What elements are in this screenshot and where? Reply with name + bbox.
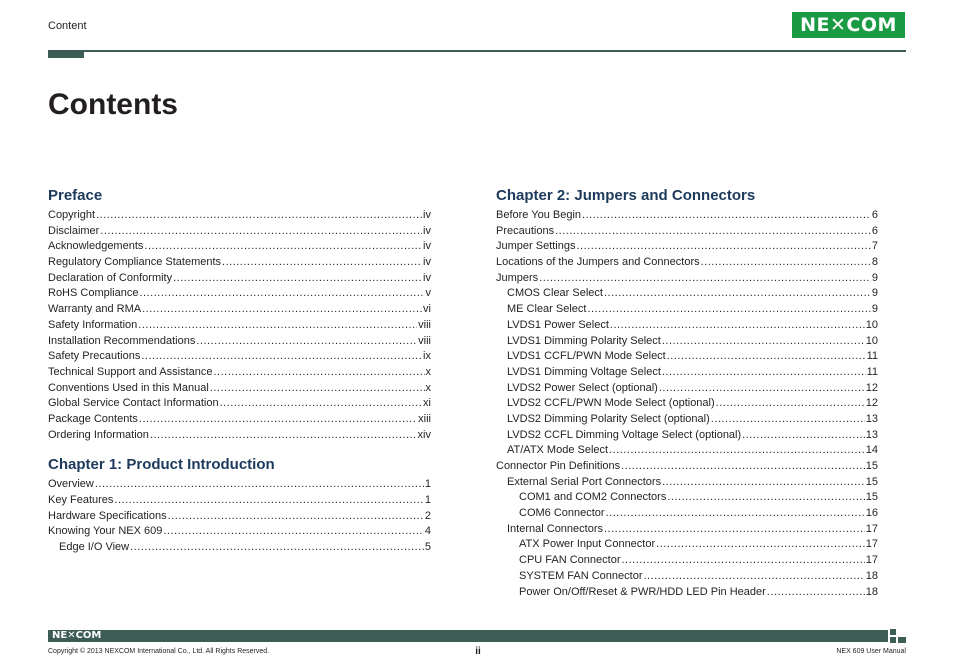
toc-entry-label: Jumpers	[496, 271, 539, 284]
toc-entry[interactable]	[496, 585, 878, 601]
toc-leader-dots	[587, 302, 870, 318]
toc-entry-page: xiv	[417, 428, 431, 441]
toc-entry-page: 12	[865, 397, 878, 410]
toc-entry[interactable]	[496, 239, 878, 255]
toc-leader-dots	[144, 239, 422, 255]
footer-page-number: ii	[475, 646, 481, 657]
toc-entry-label: Regulatory Compliance Statements	[48, 256, 222, 269]
toc-entry-label: Declaration of Conformity	[48, 271, 173, 284]
toc-entry-label: LVDS2 Dimming Polarity Select (optional)	[507, 412, 710, 425]
toc-entry[interactable]	[48, 224, 431, 240]
toc-entry-page: iv	[423, 240, 431, 253]
toc-leader-dots	[173, 271, 422, 287]
toc-entry-page: 15	[865, 491, 878, 504]
toc-entry-label: Overview	[48, 478, 94, 491]
toc-entry[interactable]	[496, 255, 878, 271]
toc-leader-dots	[667, 349, 866, 365]
toc-entry[interactable]	[496, 490, 878, 506]
toc-leader-dots	[114, 493, 423, 509]
footer-copyright: Copyright © 2013 NEXCOM International Co., Ltd. All Rights Reserved.	[48, 648, 270, 655]
toc-entry-page: ix	[423, 350, 431, 363]
toc-leader-dots	[138, 318, 417, 334]
toc-leader-dots	[701, 255, 871, 271]
toc-entry-page: 4	[424, 525, 431, 538]
toc-entry[interactable]	[496, 302, 878, 318]
toc-section-heading: Chapter 1: Product Introduction	[48, 456, 275, 474]
toc-entry[interactable]	[496, 365, 878, 381]
toc-entry[interactable]	[48, 286, 431, 302]
header-rule	[48, 50, 906, 52]
toc-entry-page: xiii	[418, 412, 431, 425]
toc-leader-dots	[220, 396, 422, 412]
toc-entry-page: x	[425, 381, 431, 394]
toc-entry[interactable]	[48, 524, 431, 540]
toc-entry[interactable]	[48, 365, 431, 381]
page-title: Contents	[48, 88, 178, 121]
toc-entry-page: 10	[865, 318, 878, 331]
toc-entry-page: 8	[871, 256, 878, 269]
toc-entry-label: LVDS2 CCFL/PWN Mode Select (optional)	[507, 397, 715, 410]
toc-entry-label: Conventions Used in this Manual	[48, 381, 209, 394]
toc-entry-label: ATX Power Input Connector	[519, 538, 656, 551]
toc-entry-page: 7	[871, 240, 878, 253]
toc-entry[interactable]	[496, 349, 878, 365]
toc-entry-page: 5	[424, 541, 431, 554]
toc-entry-page: x	[425, 365, 431, 378]
toc-entry-page: iv	[423, 209, 431, 221]
toc-leader-dots	[150, 428, 417, 444]
toc-entry[interactable]	[48, 381, 431, 397]
footer-corner-mark	[890, 629, 896, 635]
toc-leader-dots	[711, 412, 865, 428]
footer-manual-name: NEX 609 User Manual	[836, 648, 906, 655]
toc-entry-page: viii	[418, 318, 431, 331]
header-label: Content	[48, 20, 87, 32]
toc-entry-page: 16	[865, 507, 878, 520]
toc-entry-label: Knowing Your NEX 609	[48, 525, 163, 538]
toc-entry-page: vi	[423, 303, 431, 316]
toc-entry-page: xi	[423, 397, 431, 410]
toc-entry-page: 13	[865, 428, 878, 441]
toc-entry[interactable]	[496, 412, 878, 428]
toc-entry-label: Power On/Off/Reset & PWR/HDD LED Pin Header	[519, 585, 766, 598]
toc-entry-page: 2	[424, 509, 431, 522]
toc-leader-dots	[604, 286, 871, 302]
toc-entry[interactable]	[48, 412, 431, 428]
toc-leader-dots	[662, 334, 865, 350]
toc-entry[interactable]	[48, 255, 431, 271]
toc-entry[interactable]	[496, 475, 878, 491]
toc-entry-label: Ordering Information	[48, 428, 149, 441]
toc-section-heading: Preface	[48, 187, 103, 204]
toc-entry-page: 17	[865, 554, 878, 567]
footer-corner-mark	[890, 637, 896, 643]
toc-entry-label: CPU FAN Connector	[519, 554, 621, 567]
toc-entry-label: LVDS1 Dimming Polarity Select	[507, 334, 661, 347]
toc-leader-dots	[767, 585, 865, 601]
toc-leader-dots	[667, 490, 864, 506]
toc-entry-page: 9	[871, 287, 878, 300]
toc-entry[interactable]	[48, 509, 431, 525]
toc-entry-label: Before You Begin	[496, 209, 582, 221]
toc-entry-label: Internal Connectors	[507, 522, 603, 535]
toc-entry-label: LVDS2 CCFL Dimming Voltage Select (optional)	[507, 428, 742, 441]
toc-entry[interactable]	[496, 537, 878, 553]
toc-leader-dots	[214, 365, 425, 381]
toc-leader-dots	[716, 396, 865, 412]
toc-entry[interactable]	[496, 396, 878, 412]
toc-entry-label: Technical Support and Assistance	[48, 365, 213, 378]
toc-entry-label: CMOS Clear Select	[507, 287, 603, 300]
toc-entry[interactable]	[48, 239, 431, 255]
toc-entry-page: 9	[871, 271, 878, 284]
toc-section-heading: Chapter 2: Jumpers and Connectors	[496, 187, 756, 204]
toc-entry[interactable]	[48, 318, 431, 334]
toc-entry[interactable]	[496, 428, 878, 444]
toc-entry-page: 14	[865, 444, 878, 457]
toc-entry[interactable]	[48, 493, 431, 509]
toc-entry-label: Package Contents	[48, 412, 138, 425]
toc-entry-label: External Serial Port Connectors	[507, 475, 662, 488]
toc-leader-dots	[644, 569, 865, 585]
toc-leader-dots	[96, 208, 422, 224]
toc-entry-label: Locations of the Jumpers and Connectors	[496, 256, 700, 269]
toc-entry[interactable]	[496, 459, 878, 475]
toc-entry-label: Copyright	[48, 209, 96, 221]
toc-entry[interactable]	[496, 381, 878, 397]
toc-entry-page: 11	[866, 350, 878, 363]
toc-leader-dots	[210, 381, 425, 397]
toc-entry[interactable]	[496, 569, 878, 585]
toc-right-column	[496, 186, 878, 600]
toc-entry[interactable]	[496, 553, 878, 569]
toc-entry[interactable]	[496, 522, 878, 538]
toc-entry-label: Connector Pin Definitions	[496, 460, 621, 472]
toc-leader-dots	[141, 349, 422, 365]
toc-leader-dots	[582, 208, 871, 224]
toc-leader-dots	[662, 365, 866, 381]
toc-entry-label: LVDS2 Power Select (optional)	[507, 381, 658, 394]
toc-entry-label: Warranty and RMA	[48, 303, 142, 316]
toc-entry[interactable]	[48, 208, 431, 224]
toc-leader-dots	[100, 224, 422, 240]
toc-entry-label: Edge I/O View	[59, 541, 130, 554]
toc-entry-label: COM6 Connector	[519, 507, 605, 520]
toc-entry[interactable]	[496, 286, 878, 302]
toc-leader-dots	[659, 381, 865, 397]
toc-entry-page: 17	[865, 522, 878, 535]
toc-entry-page: iv	[423, 271, 431, 284]
toc-entry[interactable]	[496, 318, 878, 334]
toc-leader-dots	[656, 537, 865, 553]
toc-leader-dots	[142, 302, 422, 318]
toc-leader-dots	[139, 412, 417, 428]
toc-entry-page: 1	[424, 494, 431, 506]
toc-leader-dots	[606, 506, 865, 522]
toc-entry-page: iv	[423, 224, 431, 237]
toc-leader-dots	[95, 477, 424, 493]
toc-entry-page: iv	[423, 256, 431, 269]
toc-entry[interactable]	[496, 224, 878, 240]
toc-entry[interactable]	[48, 334, 431, 350]
nexcom-logo	[792, 12, 905, 38]
toc-entry-label: Disclaimer	[48, 224, 100, 237]
toc-entry-label: SYSTEM FAN Connector	[519, 569, 643, 582]
toc-leader-dots	[163, 524, 424, 540]
toc-entry-page: 15	[865, 460, 878, 472]
toc-entry-label: Jumper Settings	[496, 240, 576, 253]
toc-leader-dots	[576, 239, 870, 255]
toc-leader-dots	[604, 522, 865, 538]
toc-leader-dots	[196, 334, 417, 350]
toc-entry[interactable]	[496, 443, 878, 459]
toc-entry[interactable]	[496, 506, 878, 522]
toc-entry-page: v	[425, 287, 431, 300]
toc-entry[interactable]	[48, 477, 431, 493]
toc-leader-dots	[539, 271, 871, 287]
toc-entry-label: AT/ATX Mode Select	[507, 444, 609, 457]
toc-entry-page: 6	[871, 224, 878, 237]
toc-entry-label: Safety Precautions	[48, 350, 141, 363]
toc-entry-page: 18	[865, 585, 878, 598]
toc-leader-dots	[621, 459, 865, 475]
toc-leader-dots	[139, 286, 424, 302]
toc-entry-label: Acknowledgements	[48, 240, 144, 253]
header-rule-tab	[48, 50, 84, 58]
toc-entry-label: LVDS1 CCFL/PWN Mode Select	[507, 350, 666, 363]
toc-entry-page: 10	[865, 334, 878, 347]
toc-entry-page: 15	[865, 475, 878, 488]
toc-entry[interactable]	[496, 208, 878, 224]
toc-entry[interactable]	[48, 428, 431, 444]
toc-entry-label: Precautions	[496, 224, 555, 237]
toc-leader-dots	[621, 553, 864, 569]
toc-leader-dots	[662, 475, 865, 491]
toc-entry-page: 9	[871, 303, 878, 316]
toc-entry-label: Key Features	[48, 494, 114, 506]
logo-text: NE✕COM	[800, 14, 897, 36]
footer-corner-mark	[898, 637, 906, 643]
toc-leader-dots	[555, 224, 871, 240]
toc-entry-label: Safety Information	[48, 318, 138, 331]
toc-entry-page: 1	[424, 478, 431, 491]
toc-entry[interactable]	[48, 271, 431, 287]
toc-entry[interactable]	[496, 271, 878, 287]
toc-leader-dots	[222, 255, 422, 271]
toc-entry-label: LVDS1 Dimming Voltage Select	[507, 365, 661, 378]
toc-leader-dots	[168, 509, 424, 525]
toc-entry-label: RoHS Compliance	[48, 287, 139, 300]
toc-entry-label: COM1 and COM2 Connectors	[519, 491, 667, 504]
toc-entry[interactable]	[48, 349, 431, 365]
toc-left-column	[48, 186, 431, 556]
toc-entry-page: 13	[865, 412, 878, 425]
toc-entry-label: LVDS1 Power Select	[507, 318, 609, 331]
toc-entry-label: Installation Recommendations	[48, 334, 196, 347]
toc-entry[interactable]	[48, 396, 431, 412]
toc-entry-page: 18	[865, 569, 878, 582]
toc-entry-page: 12	[865, 381, 878, 394]
toc-entry-page: 6	[871, 209, 878, 221]
toc-entry-page: viii	[418, 334, 431, 347]
footer-bar	[48, 630, 888, 642]
toc-entry[interactable]	[48, 540, 431, 556]
footer-logo: NE✕COM	[52, 630, 102, 641]
toc-entry-page: 17	[865, 538, 878, 551]
toc-entry[interactable]	[48, 302, 431, 318]
toc-leader-dots	[742, 428, 865, 444]
toc-entry[interactable]	[496, 334, 878, 350]
toc-entry-page: 11	[866, 365, 878, 378]
toc-leader-dots	[609, 443, 865, 459]
toc-entry-label: ME Clear Select	[507, 303, 587, 316]
toc-entry-label: Hardware Specifications	[48, 509, 167, 522]
toc-leader-dots	[130, 540, 424, 556]
toc-entry-label: Global Service Contact Information	[48, 397, 219, 410]
toc-leader-dots	[610, 318, 865, 334]
